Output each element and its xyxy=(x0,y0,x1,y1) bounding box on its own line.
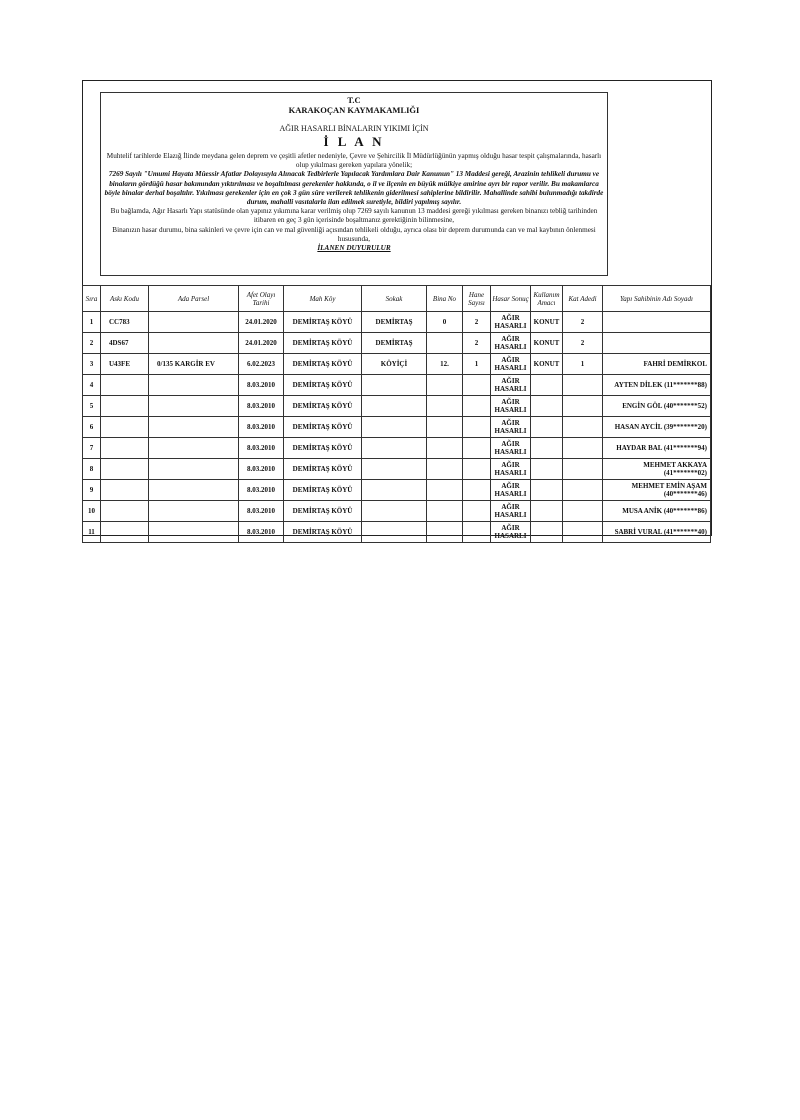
cell-aski xyxy=(101,459,149,480)
cell-sokak xyxy=(362,522,427,543)
cell-sira: 4 xyxy=(83,375,101,396)
cell-bina xyxy=(427,459,463,480)
cell-aski xyxy=(101,501,149,522)
building-table xyxy=(82,285,711,543)
column-header-aski-kodu: Askı Kodu xyxy=(101,286,149,312)
cell-sahip: MUSA ANİK (40*******86) xyxy=(603,501,711,522)
cell-ada xyxy=(149,312,239,333)
table-header-row xyxy=(83,286,711,312)
table-row xyxy=(83,480,711,501)
cell-hane xyxy=(463,396,491,417)
cell-kat xyxy=(563,417,603,438)
cell-hane xyxy=(463,417,491,438)
cell-sahip: AYTEN DİLEK (11*******88) xyxy=(603,375,711,396)
cell-tarih: 6.02.2023 xyxy=(239,354,284,375)
cell-hasar: AĞIR HASARLI xyxy=(491,501,531,522)
cell-mah: DEMİRTAŞ KÖYÜ xyxy=(284,417,362,438)
cell-bina xyxy=(427,396,463,417)
column-header-afet-tarihi: Afet Olayı Tarihi xyxy=(239,286,284,312)
cell-ada: 0/135 KARGİR EV xyxy=(149,354,239,375)
cell-sahip: ENGİN GÖL (40*******52) xyxy=(603,396,711,417)
cell-bina xyxy=(427,333,463,354)
cell-kullanim xyxy=(531,417,563,438)
notice-box xyxy=(100,92,608,276)
cell-bina xyxy=(427,375,463,396)
cell-mah: DEMİRTAŞ KÖYÜ xyxy=(284,480,362,501)
cell-mah: DEMİRTAŞ KÖYÜ xyxy=(284,396,362,417)
column-header-yapi-sahibi: Yapı Sahibinin Adı Soyadı xyxy=(603,286,711,312)
cell-ada xyxy=(149,417,239,438)
cell-kat xyxy=(563,438,603,459)
table-row xyxy=(83,354,711,375)
cell-sokak xyxy=(362,501,427,522)
cell-sokak xyxy=(362,375,427,396)
cell-sira: 8 xyxy=(83,459,101,480)
cell-hasar: AĞIR HASARLI xyxy=(491,417,531,438)
cell-hane xyxy=(463,459,491,480)
cell-ada xyxy=(149,438,239,459)
cell-kat xyxy=(563,375,603,396)
cell-hasar: AĞIR HASARLI xyxy=(491,480,531,501)
cell-kullanim: KONUT xyxy=(531,333,563,354)
cell-kullanim: KONUT xyxy=(531,312,563,333)
table-row xyxy=(83,501,711,522)
cell-sokak xyxy=(362,480,427,501)
table-row xyxy=(83,312,711,333)
column-header-kat-adedi: Kat Adedi xyxy=(563,286,603,312)
notice-title: İ L A N xyxy=(323,134,385,149)
cell-tarih: 8.03.2010 xyxy=(239,375,284,396)
cell-sahip: SABRİ VURAL (41*******40) xyxy=(603,522,711,543)
cell-sahip: MEHMET EMİN AŞAM (40*******46) xyxy=(603,480,711,501)
tc-heading: T.C xyxy=(347,95,361,105)
cell-aski xyxy=(101,480,149,501)
column-header-sira: Sıra xyxy=(83,286,101,312)
cell-sahip xyxy=(603,333,711,354)
table-row xyxy=(83,522,711,543)
column-header-sokak: Sokak xyxy=(362,286,427,312)
cell-mah: DEMİRTAŞ KÖYÜ xyxy=(284,522,362,543)
cell-ada xyxy=(149,501,239,522)
cell-hasar: AĞIR HASARLI xyxy=(491,396,531,417)
cell-bina xyxy=(427,480,463,501)
cell-bina: 12. xyxy=(427,354,463,375)
cell-bina xyxy=(427,501,463,522)
cell-hasar: AĞIR HASARLI xyxy=(491,375,531,396)
cell-mah: DEMİRTAŞ KÖYÜ xyxy=(284,438,362,459)
cell-hasar: AĞIR HASARLI xyxy=(491,522,531,543)
cell-sokak: KÖYİÇİ xyxy=(362,354,427,375)
column-header-bina-no: Bina No xyxy=(427,286,463,312)
cell-sira: 2 xyxy=(83,333,101,354)
cell-sira: 7 xyxy=(83,438,101,459)
notice-paragraph-2: 7269 Sayılı "Umumi Hayata Müessir Afatlar Dolayısıyla Alınacak Tedbirlerle Yapılacak Yardımlara Dair Kanunun" 13 Maddesi gereği, Arazinin tehlikeli durumu ve binaların gördüğü hasar bakımından yıktırılması ve boşaltılması gerekenler hakkında, o il ve ilçenin en büyük mülkiye amirine ayrı bir rapor verilir. Bu makamlarca böyle binalar derhal boşaltılır. Yıkılması gerekenler için en çok 3 gün süre verilerek tehlikenin giderilmesi sahiplerine bildirilir. Mahallinde sahibi bulunmadığı takdirde durum, mahalli vasıtalarla ilan edilmek suretiyle, bildiri yapılmış sayılır. xyxy=(104,170,604,207)
cell-sira: 9 xyxy=(83,480,101,501)
notice-subtitle: AĞIR HASARLI BİNALARIN YIKIMI İÇİN xyxy=(279,124,429,133)
cell-kat xyxy=(563,396,603,417)
cell-hane xyxy=(463,522,491,543)
cell-mah: DEMİRTAŞ KÖYÜ xyxy=(284,459,362,480)
cell-aski: U43FE xyxy=(101,354,149,375)
cell-mah: DEMİRTAŞ KÖYÜ xyxy=(284,333,362,354)
cell-kullanim: KONUT xyxy=(531,354,563,375)
cell-hane xyxy=(463,501,491,522)
cell-kullanim xyxy=(531,396,563,417)
cell-mah: DEMİRTAŞ KÖYÜ xyxy=(284,501,362,522)
table-row xyxy=(83,396,711,417)
table-row xyxy=(83,459,711,480)
cell-ada xyxy=(149,375,239,396)
cell-hasar: AĞIR HASARLI xyxy=(491,354,531,375)
cell-hane xyxy=(463,438,491,459)
cell-hane: 2 xyxy=(463,333,491,354)
cell-sira: 6 xyxy=(83,417,101,438)
cell-sira: 5 xyxy=(83,396,101,417)
cell-sira: 3 xyxy=(83,354,101,375)
column-header-kullanim-amaci: Kullanım Amacı xyxy=(531,286,563,312)
table-row xyxy=(83,375,711,396)
cell-sira: 11 xyxy=(83,522,101,543)
cell-sokak: DEMİRTAŞ xyxy=(362,312,427,333)
cell-kullanim xyxy=(531,501,563,522)
cell-sokak: DEMİRTAŞ xyxy=(362,333,427,354)
cell-sokak xyxy=(362,417,427,438)
cell-aski xyxy=(101,438,149,459)
cell-ada xyxy=(149,522,239,543)
cell-kat xyxy=(563,480,603,501)
cell-mah: DEMİRTAŞ KÖYÜ xyxy=(284,375,362,396)
cell-hane: 1 xyxy=(463,354,491,375)
cell-tarih: 8.03.2010 xyxy=(239,396,284,417)
cell-hasar: AĞIR HASARLI xyxy=(491,438,531,459)
cell-aski: CC783 xyxy=(101,312,149,333)
cell-kat xyxy=(563,459,603,480)
cell-kullanim xyxy=(531,459,563,480)
cell-aski xyxy=(101,522,149,543)
cell-sahip: HAYDAR BAL (41*******94) xyxy=(603,438,711,459)
cell-bina xyxy=(427,438,463,459)
cell-hane: 2 xyxy=(463,312,491,333)
cell-mah: DEMİRTAŞ KÖYÜ xyxy=(284,312,362,333)
cell-sahip xyxy=(603,312,711,333)
cell-aski xyxy=(101,396,149,417)
cell-sahip: HASAN AYCİL (39*******20) xyxy=(603,417,711,438)
notice-paragraph-1: Muhtelif tarihlerde Elazığ İlinde meydana gelen deprem ve çeşitli afetler nedeniyle, Çevre ve Şehircilik İl Müdürlüğünün yapmış olduğu hasar tespit çalışmalarında, hasarlı olup yıkılması gereken yapılara yönelik; xyxy=(106,152,602,170)
cell-tarih: 8.03.2010 xyxy=(239,459,284,480)
cell-tarih: 8.03.2010 xyxy=(239,501,284,522)
table-row xyxy=(83,438,711,459)
cell-tarih: 8.03.2010 xyxy=(239,417,284,438)
cell-hasar: AĞIR HASARLI xyxy=(491,312,531,333)
table-row xyxy=(83,417,711,438)
cell-hane xyxy=(463,375,491,396)
cell-aski: 4DS67 xyxy=(101,333,149,354)
cell-tarih: 8.03.2010 xyxy=(239,438,284,459)
column-header-mah-koy: Mah Köy xyxy=(284,286,362,312)
cell-bina: 0 xyxy=(427,312,463,333)
cell-sokak xyxy=(362,396,427,417)
cell-kat: 2 xyxy=(563,312,603,333)
table-row xyxy=(83,333,711,354)
cell-sokak xyxy=(362,459,427,480)
cell-kat xyxy=(563,501,603,522)
column-header-ada-parsel: Ada Parsel xyxy=(149,286,239,312)
notice-paragraph-3: Bu bağlamda, Ağır Hasarlı Yapı statüsünde olan yapınız yıkımına karar verilmiş olup 7269 sayılı kanunun 13 maddesi gereği yıkılması gereken binanızı tebliğ tarihinden itibaren en geç 3 gün içerisinde boşaltmanız gerektiğinin bilinmesine, xyxy=(110,207,598,225)
table-body xyxy=(83,312,711,543)
cell-ada xyxy=(149,459,239,480)
cell-bina xyxy=(427,522,463,543)
cell-aski xyxy=(101,417,149,438)
cell-hasar: AĞIR HASARLI xyxy=(491,333,531,354)
cell-sokak xyxy=(362,438,427,459)
cell-hasar: AĞIR HASARLI xyxy=(491,459,531,480)
notice-paragraph-4: Binanızın hasar durumu, bina sakinleri ve çevre için can ve mal güvenliği açısından tehlikeli olduğu, ayrıca olası bir deprem durumunda can ve mal kaybının önlenmesi hususunda, xyxy=(112,225,596,243)
notice-closing: İLANEN DUYURULUR xyxy=(317,244,391,253)
cell-hane xyxy=(463,480,491,501)
cell-kullanim xyxy=(531,480,563,501)
cell-bina xyxy=(427,417,463,438)
cell-aski xyxy=(101,375,149,396)
cell-ada xyxy=(149,396,239,417)
cell-mah: DEMİRTAŞ KÖYÜ xyxy=(284,354,362,375)
cell-tarih: 8.03.2010 xyxy=(239,522,284,543)
column-header-hasar-sonuc: Hasar Sonuç xyxy=(491,286,531,312)
cell-kullanim xyxy=(531,438,563,459)
cell-sira: 1 xyxy=(83,312,101,333)
cell-kat: 2 xyxy=(563,333,603,354)
cell-kat xyxy=(563,522,603,543)
cell-tarih: 24.01.2020 xyxy=(239,312,284,333)
cell-tarih: 24.01.2020 xyxy=(239,333,284,354)
cell-kat: 1 xyxy=(563,354,603,375)
cell-sahip: MEHMET AKKAYA (41*******02) xyxy=(603,459,711,480)
cell-kullanim xyxy=(531,522,563,543)
kaymakamlik-heading: KARAKOÇAN KAYMAKAMLIĞI xyxy=(288,105,420,115)
cell-tarih: 8.03.2010 xyxy=(239,480,284,501)
cell-ada xyxy=(149,480,239,501)
cell-kullanim xyxy=(531,375,563,396)
cell-sira: 10 xyxy=(83,501,101,522)
column-header-hane-sayisi: Hane Sayısı xyxy=(463,286,491,312)
cell-ada xyxy=(149,333,239,354)
cell-sahip: FAHRİ DEMİRKOL xyxy=(603,354,711,375)
